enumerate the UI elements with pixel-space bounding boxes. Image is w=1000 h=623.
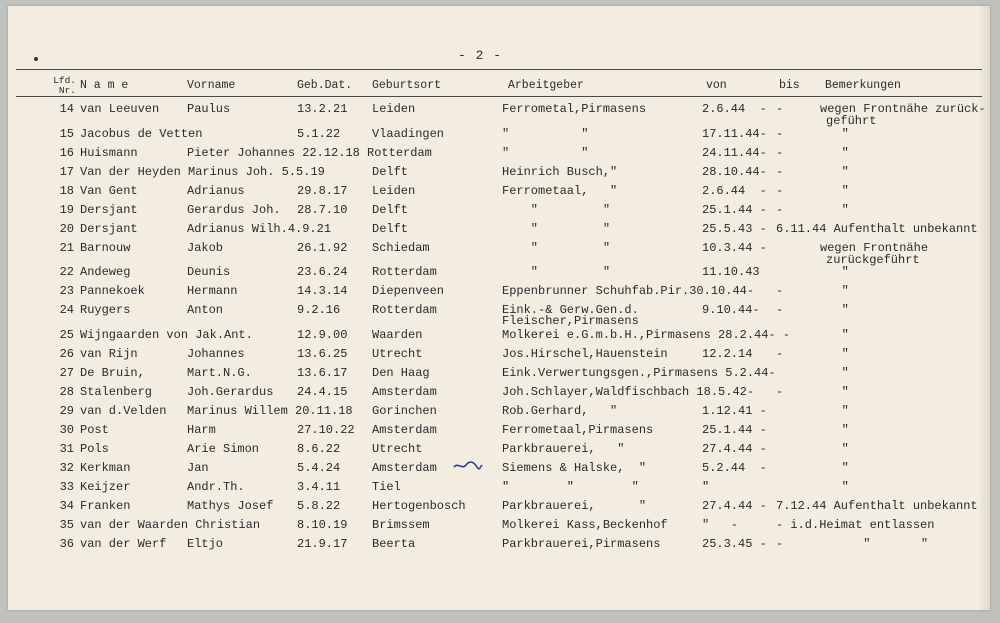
table-row bbox=[8, 538, 990, 557]
header-lfd: Lfd. bbox=[53, 75, 76, 86]
table-row bbox=[8, 519, 990, 538]
row-geburtsort: Amsterdam bbox=[372, 461, 437, 475]
row-name: van der Werf bbox=[80, 537, 167, 551]
row-bemerkungen: wegen Frontnähe bbox=[820, 241, 929, 255]
row-bemerkungen: " bbox=[820, 203, 849, 217]
row-geburtsort: Leiden bbox=[372, 184, 416, 198]
row-bis: 7.12.44 Aufenthalt unbekannt bbox=[776, 499, 978, 513]
row-vorname: Jakob bbox=[187, 241, 224, 255]
row-vorname: Mart.N.G. bbox=[187, 366, 252, 380]
page-number: - 2 - bbox=[458, 48, 503, 63]
row-von: 25.5.43 - bbox=[702, 222, 767, 236]
row-number: 15 bbox=[59, 127, 74, 141]
row-name: Huismann bbox=[80, 146, 138, 160]
row-geburtsort: Vlaadingen bbox=[372, 127, 445, 141]
row-von: 25.1.44 - bbox=[702, 423, 767, 437]
row-geburtsort: Delft bbox=[372, 165, 409, 179]
table-row bbox=[8, 166, 990, 185]
row-name: Van der Heyden Marinus Joh. 5.5.19 bbox=[80, 165, 325, 179]
row-geburtsort: Amsterdam bbox=[372, 423, 437, 437]
row-geburtsort: Gorinchen bbox=[372, 404, 437, 418]
header-nr: Nr. bbox=[58, 85, 76, 96]
row-bis: 6.11.44 Aufenthalt unbekannt bbox=[776, 222, 978, 236]
row-bemerkungen-cont: geführt bbox=[826, 114, 877, 128]
row-von: 25.3.45 - bbox=[702, 537, 767, 551]
row-name: Ruygers bbox=[80, 303, 131, 317]
row-bis: - bbox=[776, 102, 784, 116]
row-geb-dat: 8.6.22 bbox=[297, 442, 341, 456]
row-vorname: Eltjo bbox=[187, 537, 224, 551]
header-bemerkungen: Bemerkungen bbox=[825, 79, 901, 92]
row-geburtsort: Diepenveen bbox=[372, 284, 445, 298]
row-geburtsort: Delft bbox=[372, 203, 409, 217]
row-bemerkungen: " bbox=[820, 146, 849, 160]
row-bemerkungen: " bbox=[820, 404, 849, 418]
row-geburtsort: Beerta bbox=[372, 537, 416, 551]
row-number: 36 bbox=[59, 537, 74, 551]
table-row bbox=[8, 329, 990, 348]
document-page bbox=[8, 6, 990, 610]
row-number: 33 bbox=[59, 480, 74, 494]
row-bis: - i.d.Heimat entlassen bbox=[776, 518, 935, 532]
table-row bbox=[8, 303, 990, 328]
row-geb-dat: 28.7.10 bbox=[297, 203, 348, 217]
row-vorname: Marinus Willem 20.11.18 bbox=[187, 404, 353, 418]
row-bemerkungen: " bbox=[820, 265, 849, 279]
row-number: 21 bbox=[59, 241, 74, 255]
row-bemerkungen: " bbox=[820, 284, 849, 298]
header-rule-top bbox=[16, 69, 982, 70]
row-number: 35 bbox=[59, 518, 74, 532]
row-vorname: Adrianus bbox=[187, 184, 245, 198]
row-geb-dat: 24.4.15 bbox=[297, 385, 348, 399]
row-vorname: Johannes bbox=[187, 347, 245, 361]
row-bemerkungen: " bbox=[820, 366, 849, 380]
header-rule-bottom bbox=[16, 96, 982, 97]
header-vorname: Vorname bbox=[187, 79, 236, 92]
row-bemerkungen: " " bbox=[820, 537, 929, 551]
row-number: 14 bbox=[59, 102, 74, 116]
table-row bbox=[8, 185, 990, 204]
row-name: Andeweg bbox=[80, 265, 131, 279]
row-vorname: Arie Simon bbox=[187, 442, 260, 456]
row-bemerkungen: wegen Frontnähe zurück- bbox=[820, 102, 986, 116]
header-bis: bis bbox=[779, 79, 800, 92]
row-bemerkungen: " bbox=[820, 442, 849, 456]
row-name: Stalenberg bbox=[80, 385, 153, 399]
row-vorname: Mathys Josef bbox=[187, 499, 274, 513]
table-row bbox=[8, 367, 990, 386]
row-arbeitgeber: Ferrometaal,Pirmasens bbox=[502, 423, 654, 437]
row-vorname: Jan bbox=[187, 461, 209, 475]
row-bemerkungen: " bbox=[820, 184, 849, 198]
row-geburtsort: Rotterdam bbox=[372, 303, 437, 317]
header-von: von bbox=[706, 79, 727, 92]
row-name: Keijzer bbox=[80, 480, 131, 494]
header-name: N a m e bbox=[80, 79, 129, 92]
row-von: 24.11.44- bbox=[702, 146, 767, 160]
table-row bbox=[8, 285, 990, 304]
table-row bbox=[8, 386, 990, 405]
row-von: " - bbox=[702, 518, 739, 532]
row-arbeitgeber: Heinrich Busch," bbox=[502, 165, 618, 179]
row-bemerkungen: " bbox=[820, 303, 849, 317]
row-von: 27.4.44 - bbox=[702, 442, 767, 456]
row-geb-dat: 12.9.00 bbox=[297, 328, 348, 342]
row-vorname: Hermann bbox=[187, 284, 238, 298]
row-geb-dat: 13.6.25 bbox=[297, 347, 348, 361]
row-number: 16 bbox=[59, 146, 74, 160]
row-vorname: Joh.Gerardus bbox=[187, 385, 274, 399]
row-geb-dat: 13.6.17 bbox=[297, 366, 348, 380]
row-arbeitgeber: Eink.Verwertungsgen.,Pirmasens 5.2.44- bbox=[502, 366, 776, 380]
row-geburtsort: Den Haag bbox=[372, 366, 430, 380]
table-row bbox=[8, 128, 990, 147]
row-geburtsort: Utrecht bbox=[372, 442, 423, 456]
table-row bbox=[8, 500, 990, 519]
table-row bbox=[8, 223, 990, 242]
row-number: 20 bbox=[59, 222, 74, 236]
row-arbeitgeber: " " bbox=[502, 146, 589, 160]
row-geburtsort: Schiedam bbox=[372, 241, 430, 255]
row-vorname: Adrianus Wilh.4.9.21 bbox=[187, 222, 332, 236]
row-bemerkungen: " bbox=[820, 480, 849, 494]
row-arbeitgeber: Parkbrauerei, " bbox=[502, 442, 625, 456]
row-arbeitgeber: Parkbrauerei, " bbox=[502, 499, 647, 513]
row-arbeitgeber: Parkbrauerei,Pirmasens bbox=[502, 537, 661, 551]
row-vorname: Harm bbox=[187, 423, 216, 437]
row-bis: - bbox=[776, 165, 784, 179]
row-von: 10.3.44 - bbox=[702, 241, 767, 255]
row-geb-dat: 23.6.24 bbox=[297, 265, 348, 279]
table-row bbox=[8, 102, 990, 128]
row-vorname: Deunis bbox=[187, 265, 231, 279]
row-bemerkungen: " bbox=[820, 461, 849, 475]
row-arbeitgeber: " " bbox=[502, 203, 611, 217]
header-geburtsort: Geburtsort bbox=[372, 79, 442, 92]
table-row bbox=[8, 424, 990, 443]
row-arbeitgeber: " " bbox=[502, 241, 611, 255]
row-arbeitgeber: Rob.Gerhard, " bbox=[502, 404, 618, 418]
row-geb-dat: 5.4.24 bbox=[297, 461, 341, 475]
row-geburtsort: Delft bbox=[372, 222, 409, 236]
table-row bbox=[8, 204, 990, 223]
row-geburtsort: Tiel bbox=[372, 480, 401, 494]
row-number: 34 bbox=[59, 499, 74, 513]
table-row bbox=[8, 405, 990, 424]
row-geb-dat: 5.1.22 bbox=[297, 127, 341, 141]
row-arbeitgeber: Ferrometaal, " bbox=[502, 184, 618, 198]
header-lfd-nr bbox=[42, 76, 76, 96]
row-bis: - bbox=[776, 347, 784, 361]
row-number: 19 bbox=[59, 203, 74, 217]
table-row bbox=[8, 241, 990, 267]
row-number: 23 bbox=[59, 284, 74, 298]
row-geburtsort: Leiden bbox=[372, 102, 416, 116]
row-von: 12.2.14 bbox=[702, 347, 753, 361]
row-arbeitgeber: Joh.Schlayer,Waldfischbach 18.5.42- bbox=[502, 385, 755, 399]
row-number: 32 bbox=[59, 461, 74, 475]
row-arbeitgeber: " " bbox=[502, 265, 611, 279]
row-geb-dat: 9.2.16 bbox=[297, 303, 341, 317]
row-name: van Leeuven bbox=[80, 102, 160, 116]
row-bis: - bbox=[776, 303, 784, 317]
row-geburtsort: Amsterdam bbox=[372, 385, 437, 399]
row-name: De Bruin, bbox=[80, 366, 145, 380]
row-bis: - bbox=[776, 127, 784, 141]
row-geburtsort: Utrecht bbox=[372, 347, 423, 361]
row-geb-dat: 27.10.22 bbox=[297, 423, 355, 437]
row-number: 17 bbox=[59, 165, 74, 179]
row-name: Franken bbox=[80, 499, 131, 513]
row-geb-dat: 21.9.17 bbox=[297, 537, 348, 551]
row-geburtsort: Brimssem bbox=[372, 518, 430, 532]
row-von: 9.10.44- bbox=[702, 303, 760, 317]
row-name: van Rijn bbox=[80, 347, 138, 361]
table-row bbox=[8, 266, 990, 285]
ink-scribble-icon bbox=[453, 461, 483, 471]
row-number: 26 bbox=[59, 347, 74, 361]
row-von: 5.2.44 - bbox=[702, 461, 767, 475]
row-arbeitgeber: " " bbox=[502, 127, 589, 141]
row-von: 25.1.44 - bbox=[702, 203, 767, 217]
table-row bbox=[8, 443, 990, 462]
row-bemerkungen: " bbox=[820, 127, 849, 141]
row-bis: - bbox=[776, 146, 784, 160]
row-number: 28 bbox=[59, 385, 74, 399]
row-arbeitgeber: Jos.Hirschel,Hauenstein bbox=[502, 347, 668, 361]
row-geburtsort: Rotterdam bbox=[372, 265, 437, 279]
row-arbeitgeber: Ferrometal,Pirmasens bbox=[502, 102, 647, 116]
row-bis: - bbox=[776, 385, 784, 399]
row-vorname: Andr.Th. bbox=[187, 480, 245, 494]
row-von: 2.6.44 - bbox=[702, 102, 767, 116]
row-name: Van Gent bbox=[80, 184, 138, 198]
row-von: 27.4.44 - bbox=[702, 499, 767, 513]
row-von: 28.10.44- bbox=[702, 165, 767, 179]
row-vorname: Anton bbox=[187, 303, 224, 317]
table-row bbox=[8, 462, 990, 481]
row-number: 22 bbox=[59, 265, 74, 279]
row-arbeitgeber: Molkerei e.G.m.b.H.,Pirmasens 28.2.44- - bbox=[502, 328, 791, 342]
row-name: Jacobus de Vetten bbox=[80, 127, 203, 141]
row-arbeitgeber: Siemens & Halske, " bbox=[502, 461, 647, 475]
row-geb-dat: 13.2.21 bbox=[297, 102, 348, 116]
row-name: Pols bbox=[80, 442, 109, 456]
row-bis: - bbox=[776, 203, 784, 217]
row-name: Dersjant bbox=[80, 222, 138, 236]
row-vorname: Pieter Johannes 22.12.18 Rotterdam bbox=[187, 146, 432, 160]
ink-dot bbox=[34, 57, 38, 61]
row-number: 30 bbox=[59, 423, 74, 437]
row-arbeitgeber: Molkerei Kass,Beckenhof bbox=[502, 518, 668, 532]
header-geb-dat: Geb.Dat. bbox=[297, 79, 353, 92]
row-bemerkungen: " bbox=[820, 328, 849, 342]
row-number: 24 bbox=[59, 303, 74, 317]
row-name: Pannekoek bbox=[80, 284, 145, 298]
row-arbeitgeber: " " " bbox=[502, 480, 639, 494]
row-bemerkungen: " bbox=[820, 347, 849, 361]
table-row bbox=[8, 147, 990, 166]
table-row bbox=[8, 348, 990, 367]
row-bis: - bbox=[776, 537, 784, 551]
row-name: Barnouw bbox=[80, 241, 131, 255]
row-name: Wijngaarden von Jak.Ant. bbox=[80, 328, 253, 342]
row-arbeitgeber: " " bbox=[502, 222, 611, 236]
row-geb-dat: 3.4.11 bbox=[297, 480, 341, 494]
row-vorname: Paulus bbox=[187, 102, 231, 116]
row-vorname: Gerardus Joh. bbox=[187, 203, 281, 217]
row-bemerkungen: " bbox=[820, 423, 849, 437]
row-name: Dersjant bbox=[80, 203, 138, 217]
row-bis: - bbox=[776, 284, 784, 298]
row-geb-dat: 8.10.19 bbox=[297, 518, 348, 532]
row-geburtsort: Hertogenbosch bbox=[372, 499, 466, 513]
row-geb-dat: 29.8.17 bbox=[297, 184, 348, 198]
row-name: Kerkman bbox=[80, 461, 131, 475]
row-number: 18 bbox=[59, 184, 74, 198]
row-geburtsort: Waarden bbox=[372, 328, 423, 342]
row-bemerkungen: " bbox=[820, 385, 849, 399]
row-name: van d.Velden bbox=[80, 404, 167, 418]
row-number: 27 bbox=[59, 366, 74, 380]
row-von: 11.10.43 bbox=[702, 265, 760, 279]
row-name: van der Waarden Christian bbox=[80, 518, 261, 532]
row-number: 29 bbox=[59, 404, 74, 418]
row-arbeitgeber-cont: Fleischer,Pirmasens bbox=[502, 314, 639, 328]
row-arbeitgeber: Eink.-& Gerw.Gen.d. bbox=[502, 303, 639, 317]
row-name: Post bbox=[80, 423, 109, 437]
row-number: 25 bbox=[59, 328, 74, 342]
row-geb-dat: 5.8.22 bbox=[297, 499, 341, 513]
row-bemerkungen-cont: zurückgeführt bbox=[826, 253, 920, 267]
row-bis: - bbox=[776, 184, 784, 198]
row-geb-dat: 14.3.14 bbox=[297, 284, 348, 298]
row-von: 17.11.44- bbox=[702, 127, 767, 141]
row-bemerkungen: " bbox=[820, 165, 849, 179]
row-arbeitgeber: Eppenbrunner Schuhfab.Pir.30.10.44- bbox=[502, 284, 755, 298]
row-von: 2.6.44 - bbox=[702, 184, 767, 198]
row-geb-dat: 26.1.92 bbox=[297, 241, 348, 255]
row-number: 31 bbox=[59, 442, 74, 456]
table-row bbox=[8, 481, 990, 500]
header-arbeitgeber: Arbeitgeber bbox=[508, 79, 584, 92]
row-von: 1.12.41 - bbox=[702, 404, 767, 418]
row-von: " bbox=[702, 480, 710, 494]
